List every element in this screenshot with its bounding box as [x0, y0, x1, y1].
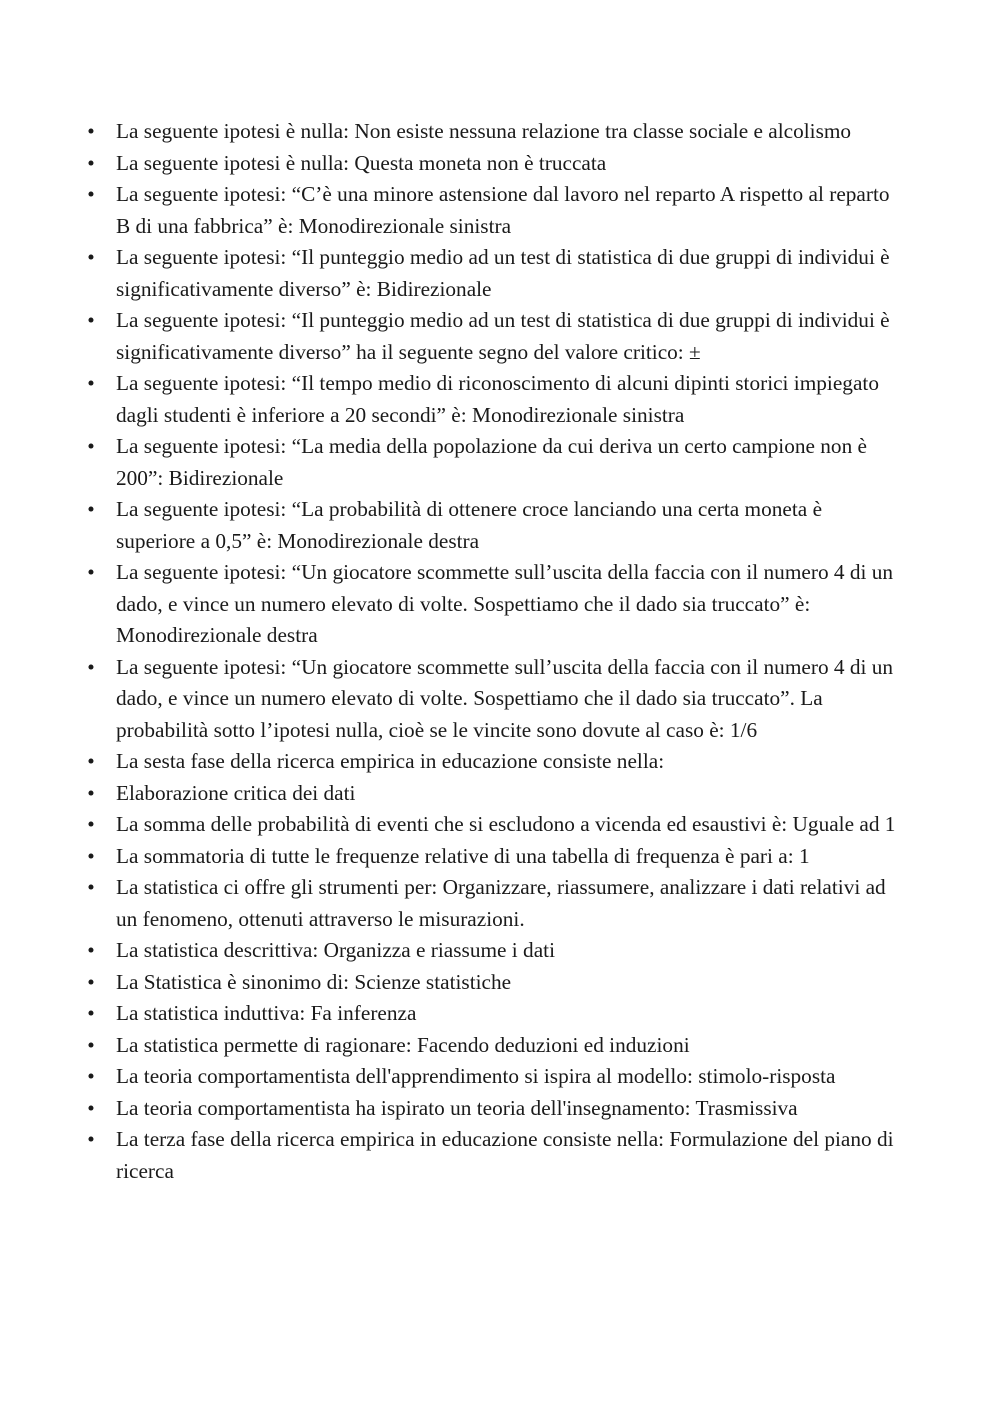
list-item [84, 1061, 904, 1093]
list-item-text: La seguente ipotesi: “C’è una minore astensione dal lavoro nel reparto A rispetto al reparto B di una fabbrica” è: Monodirezionale sinistra [116, 182, 890, 238]
list-item [84, 652, 904, 747]
list-item-text: La seguente ipotesi: “La media della popolazione da cui deriva un certo campione non è 200”: Bidirezionale [116, 434, 868, 490]
bullet-icon: • [87, 938, 95, 962]
list-item [84, 431, 904, 494]
bullet-icon: • [87, 812, 95, 836]
bullet-icon: • [87, 245, 95, 269]
list-item-text: La Statistica è sinonimo di: Scienze statistiche [116, 969, 512, 994]
bullet-icon: • [87, 843, 95, 868]
list-item-text: La seguente ipotesi: “La probabilità di ottenere croce lanciando una certa moneta è superiore a 0,5” è: Monodirezionale destra [116, 497, 823, 553]
document-content [84, 116, 904, 1187]
bullet-list [84, 116, 904, 1187]
list-item-text: La seguente ipotesi è nulla: Non esiste nessuna relazione tra classe sociale e alcolismo [116, 119, 852, 143]
bullet-icon: • [87, 1095, 95, 1120]
list-item [84, 872, 904, 935]
bullet-icon: • [87, 371, 95, 395]
bullet-icon: • [87, 654, 95, 679]
list-item [84, 841, 904, 873]
list-item-text: La seguente ipotesi: “Il tempo medio di riconoscimento di alcuni dipinti storici impiegato dagli studenti è inferiore a 20 secondi” è: Monodirezionale sinistra [116, 371, 879, 427]
list-item-text: La sommatoria di tutte le frequenze relative di una tabella di frequenza è pari a: 1 [116, 843, 810, 868]
bullet-icon: • [87, 1064, 95, 1088]
bullet-icon: • [87, 497, 95, 521]
list-item-text: La seguente ipotesi: “Il punteggio medio ad un test di statistica di due gruppi di individui è significativamente diverso” ha il seguente segno del valore critico: ± [116, 308, 890, 364]
list-item-text: La seguente ipotesi: “Un giocatore scommette sull’uscita della faccia con il numero 4 di un dado, e vince un numero elevato di volte. Sospettiamo che il dado sia truccato” è: Monodirezionale destra [116, 560, 894, 647]
list-item [84, 1030, 904, 1062]
list-item [84, 1093, 904, 1125]
list-item [84, 746, 904, 778]
bullet-icon: • [87, 875, 95, 899]
list-item-text: La somma delle probabilità di eventi che si escludono a vicenda ed esaustivi è: Uguale ad 1 [116, 812, 896, 836]
bullet-icon: • [87, 119, 95, 143]
list-item-text: La seguente ipotesi è nulla: Questa moneta non è truccata [116, 150, 607, 175]
list-item [84, 778, 904, 810]
bullet-icon: • [87, 1001, 95, 1025]
list-item-text: La statistica ci offre gli strumenti per: Organizzare, riassumere, analizzare i dati relativi ad un fenomeno, ottenuti attraverso le misurazioni. [116, 875, 886, 931]
list-item [84, 116, 904, 148]
list-item [84, 368, 904, 431]
list-item [84, 1124, 904, 1187]
bullet-icon: • [87, 434, 95, 458]
list-item [84, 998, 904, 1030]
bullet-icon: • [87, 1032, 95, 1057]
list-item-text: La statistica induttiva: Fa inferenza [116, 1001, 417, 1025]
bullet-icon: • [87, 969, 95, 994]
list-item-text: La seguente ipotesi: “Un giocatore scommette sull’uscita della faccia con il numero 4 di un dado, e vince un numero elevato di volte. Sospettiamo che il dado sia truccato”. La probabilità sotto l’ipotesi nulla, cioè se le vincite sono dovute al caso è: 1/6 [116, 654, 894, 742]
list-item [84, 494, 904, 557]
list-item-text: La sesta fase della ricerca empirica in educazione consiste nella: [116, 749, 665, 773]
list-item [84, 179, 904, 242]
list-item [84, 809, 904, 841]
bullet-icon: • [87, 749, 95, 773]
list-item-text: Elaborazione critica dei dati [116, 780, 356, 805]
list-item [84, 242, 904, 305]
list-item-text: La teoria comportamentista dell'apprendimento si ispira al modello: stimolo-risposta [116, 1064, 836, 1088]
bullet-icon: • [87, 150, 95, 175]
list-item [84, 935, 904, 967]
list-item-text: La teoria comportamentista ha ispirato un teoria dell'insegnamento: Trasmissiva [116, 1095, 798, 1120]
bullet-icon: • [87, 560, 95, 584]
list-item-text: La statistica descrittiva: Organizza e riassume i dati [116, 938, 555, 962]
list-item [84, 305, 904, 368]
bullet-icon: • [87, 780, 95, 805]
bullet-icon: • [87, 182, 95, 206]
list-item-text: La seguente ipotesi: “Il punteggio medio ad un test di statistica di due gruppi di individui è significativamente diverso” è: Bidirezionale [116, 245, 890, 301]
list-item [84, 557, 904, 652]
list-item-text: La statistica permette di ragionare: Facendo deduzioni ed induzioni [116, 1032, 690, 1057]
bullet-icon: • [87, 308, 95, 332]
list-item [84, 148, 904, 180]
list-item-text: La terza fase della ricerca empirica in educazione consiste nella: Formulazione del piano di ricerca [116, 1127, 894, 1183]
list-item [84, 967, 904, 999]
bullet-icon: • [87, 1127, 95, 1151]
